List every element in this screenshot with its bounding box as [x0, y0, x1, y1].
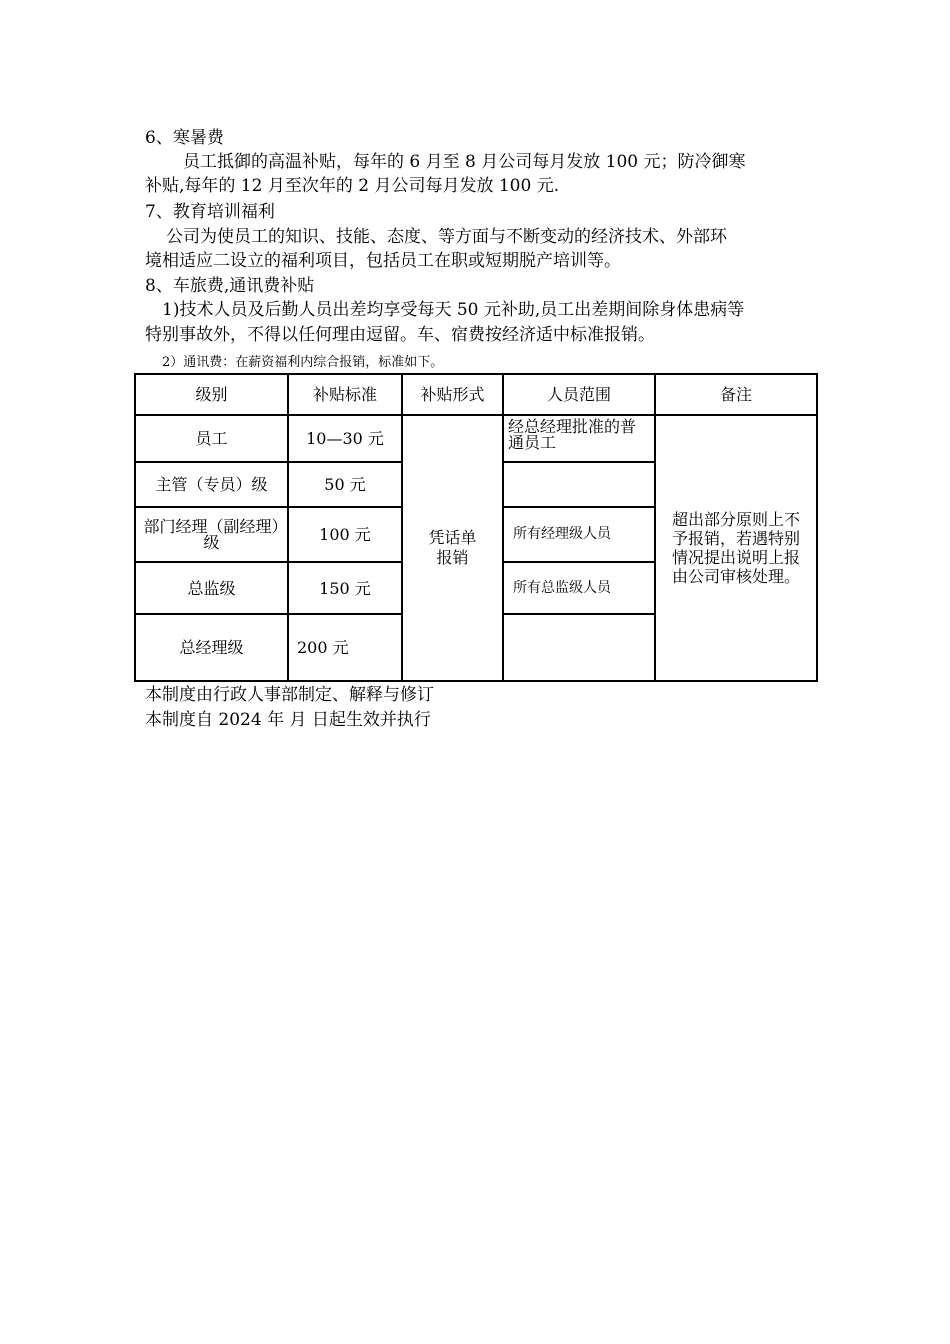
footer-line-1: 本制度由行政人事部制定、解释与修订: [145, 685, 434, 705]
header-note: 备注: [655, 374, 817, 415]
section-8-title: 8、车旅费,通讯费补贴: [145, 276, 315, 296]
cell-level: 总经理级: [135, 614, 288, 681]
header-standard: 补贴标准: [288, 374, 402, 415]
section-6-line-2: 补贴,每年的 12 月至次年的 2 月公司每月发放 100 元.: [145, 176, 560, 196]
cell-level: [135, 507, 288, 562]
cell-standard: 200 元: [288, 614, 402, 681]
section-7-line-2: 境相适应二设立的福利项目，包括员工在职或短期脱产培训等。: [145, 251, 621, 271]
cell-scope: 所有总监级人员: [503, 562, 655, 614]
cell-scope: [503, 462, 655, 507]
footer-line-2: 本制度自 2024 年 月 日起生效并执行: [145, 710, 431, 730]
cell-form: [402, 415, 503, 681]
cell-standard: 100 元: [288, 507, 402, 562]
cell-note: [655, 415, 817, 681]
cell-scope: 经总经理批准的普通员工: [503, 415, 655, 462]
cell-level: 员工: [135, 415, 288, 462]
section-6-title: 6、寒暑费: [145, 128, 224, 148]
section-8-line-1: 1)技术人员及后勤人员出差均享受每天 50 元补助,员工出差期间除身体患病等: [162, 300, 745, 320]
phone-subsidy-table: [134, 373, 818, 682]
level-text: 部门经理（副经理）级: [143, 516, 280, 552]
form-text: 凭话单报销: [428, 528, 477, 567]
header-scope: 人员范围: [503, 374, 655, 415]
section-7-title: 7、教育培训福利: [145, 202, 275, 222]
section-6-line-1: 员工抵御的高温补贴，每年的 6 月至 8 月公司每月发放 100 元；防冷御寒: [183, 152, 746, 172]
header-form: 补贴形式: [402, 374, 503, 415]
section-8-line-3: 2）通讯费：在薪资福利内综合报销，标准如下。: [162, 355, 444, 370]
note-text: 超出部分原则上不予报销，若遇特别情况提出说明上报由公司审核处理。: [671, 510, 800, 586]
header-level: 级别: [135, 374, 288, 415]
section-8-line-2: 特别事故外，不得以任何理由逗留。车、宿费按经济适中标准报销。: [145, 325, 655, 345]
cell-standard: 10—30 元: [288, 415, 402, 462]
cell-scope: 所有经理级人员: [503, 507, 655, 562]
cell-level: 主管（专员）级: [135, 462, 288, 507]
section-7-line-1: 公司为使员工的知识、技能、态度、等方面与不断变动的经济技术、外部环: [166, 227, 727, 247]
cell-level: 总监级: [135, 562, 288, 614]
cell-scope: [503, 614, 655, 681]
cell-standard: 50 元: [288, 462, 402, 507]
table-row: [135, 415, 817, 462]
cell-standard: 150 元: [288, 562, 402, 614]
table-header-row: [135, 374, 817, 415]
